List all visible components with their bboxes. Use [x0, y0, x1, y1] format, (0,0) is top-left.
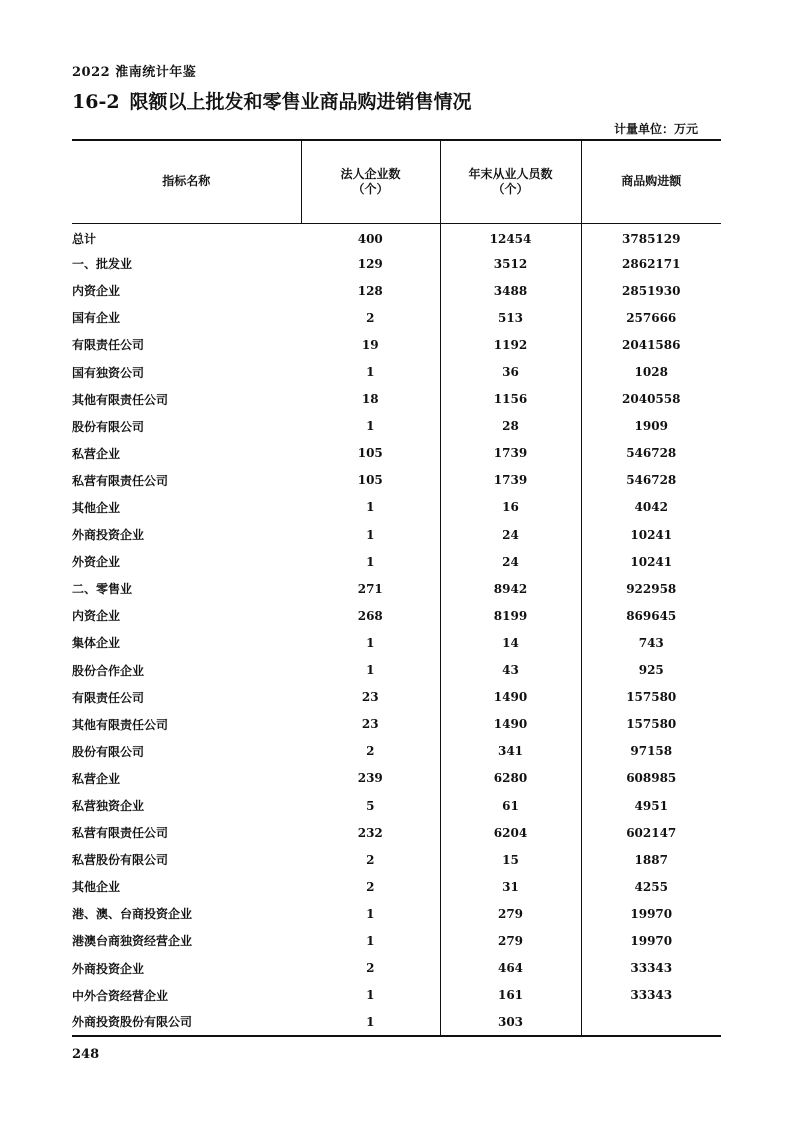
purchases-cell: 1887 — [581, 846, 721, 873]
purchases-cell: 2851930 — [581, 277, 721, 304]
table-row — [72, 386, 721, 413]
row-label: 国有独资公司 — [72, 365, 145, 380]
purchases-cell: 4255 — [581, 873, 721, 900]
enterprises-cell: 23 — [361, 717, 379, 732]
row-label: 私营企业 — [72, 446, 121, 461]
table-row — [72, 1009, 721, 1036]
table-row — [72, 602, 721, 629]
row-label: 股份合作企业 — [72, 663, 145, 678]
table-row — [72, 846, 721, 873]
employees-cell: 14 — [440, 629, 581, 656]
employees-cell: 1739 — [440, 467, 581, 494]
employees-cell: 24 — [440, 521, 581, 548]
employees-cell: 36 — [440, 358, 581, 385]
table-row — [72, 250, 721, 277]
enterprises-cell: 1 — [366, 419, 375, 434]
row-label: 港、澳、台商投资企业 — [72, 907, 193, 922]
enterprises-cell: 105 — [357, 446, 383, 461]
purchases-cell: 4951 — [581, 792, 721, 819]
purchases-cell: 2040558 — [581, 386, 721, 413]
enterprises-cell: 268 — [357, 608, 383, 623]
row-label: 内资企业 — [72, 609, 121, 624]
employees-cell: 24 — [440, 548, 581, 575]
enterprises-cell: 2 — [366, 744, 375, 759]
enterprises-cell: 1 — [366, 635, 375, 650]
row-label: 股份有限公司 — [72, 744, 145, 759]
table-row — [72, 331, 721, 358]
row-label: 其他有限责任公司 — [72, 392, 169, 407]
table-row — [72, 548, 721, 575]
employees-cell: 303 — [440, 1009, 581, 1036]
employees-cell: 6280 — [440, 765, 581, 792]
row-label: 二、零售业 — [72, 582, 133, 597]
row-label: 国有企业 — [72, 311, 121, 326]
enterprises-cell: 1 — [366, 663, 375, 678]
row-label: 私营股份有限公司 — [72, 853, 169, 868]
enterprises-cell: 1 — [366, 554, 375, 569]
purchases-cell: 1028 — [581, 358, 721, 385]
row-label: 总计 — [72, 232, 97, 247]
employees-cell: 28 — [440, 413, 581, 440]
enterprises-cell: 1 — [366, 365, 375, 380]
employees-cell: 1490 — [440, 711, 581, 738]
purchases-cell: 2041586 — [581, 331, 721, 358]
employees-cell: 31 — [440, 873, 581, 900]
employees-cell: 341 — [440, 738, 581, 765]
purchases-cell: 19970 — [581, 927, 721, 954]
purchases-cell: 743 — [581, 629, 721, 656]
employees-cell: 1192 — [440, 331, 581, 358]
enterprises-cell: 1 — [366, 906, 375, 921]
enterprises-cell: 400 — [357, 231, 383, 246]
row-label: 私营有限责任公司 — [72, 826, 169, 841]
purchases-cell: 925 — [581, 657, 721, 684]
table-row — [72, 738, 721, 765]
purchases-cell: 602147 — [581, 819, 721, 846]
enterprises-cell: 128 — [357, 283, 383, 298]
purchases-cell: 1909 — [581, 413, 721, 440]
header-employees — [440, 140, 581, 223]
employees-cell: 1739 — [440, 440, 581, 467]
row-label: 外资企业 — [72, 555, 121, 570]
row-label: 私营独资企业 — [72, 799, 145, 814]
table-row — [72, 711, 721, 738]
enterprises-cell: 1 — [366, 933, 375, 948]
unit-note: 计量单位：万元 — [613, 122, 698, 136]
purchases-cell: 3785129 — [581, 223, 721, 250]
purchases-cell: 546728 — [581, 467, 721, 494]
enterprises-cell: 19 — [361, 337, 379, 352]
header-enterprises-label: 法人企业数 — [340, 166, 401, 181]
enterprises-cell: 232 — [357, 825, 383, 840]
purchases-cell: 19970 — [581, 900, 721, 927]
enterprises-cell: 2 — [366, 961, 375, 976]
header-purchases: 商品购进额 — [581, 140, 721, 223]
row-label: 股份有限公司 — [72, 419, 145, 434]
employees-cell: 464 — [440, 955, 581, 982]
purchases-cell — [581, 1009, 721, 1036]
employees-cell: 15 — [440, 846, 581, 873]
enterprises-cell: 129 — [357, 256, 383, 271]
row-label: 有限责任公司 — [72, 690, 145, 705]
table-row — [72, 358, 721, 385]
employees-cell: 1490 — [440, 684, 581, 711]
employees-cell: 161 — [440, 982, 581, 1009]
employees-cell: 3512 — [440, 250, 581, 277]
row-label: 中外合资经营企业 — [72, 988, 169, 1003]
table-row — [72, 467, 721, 494]
purchases-cell: 10241 — [581, 548, 721, 575]
table-row — [72, 819, 721, 846]
header-indicator: 指标名称 — [72, 140, 301, 223]
header-enterprises-unit: （个） — [352, 181, 389, 196]
table-row — [72, 765, 721, 792]
employees-cell: 6204 — [440, 819, 581, 846]
employees-cell: 16 — [440, 494, 581, 521]
enterprises-cell: 105 — [357, 473, 383, 488]
table-row — [72, 575, 721, 602]
employees-cell: 12454 — [440, 223, 581, 250]
table-row — [72, 494, 721, 521]
page-number: 248 — [72, 1047, 100, 1062]
header-employees-unit: （个） — [492, 181, 529, 196]
row-label: 其他有限责任公司 — [72, 717, 169, 732]
row-label: 外商投资股份有限公司 — [72, 1009, 301, 1036]
purchases-cell: 97158 — [581, 738, 721, 765]
row-label: 其他企业 — [72, 880, 121, 895]
table-row — [72, 792, 721, 819]
purchases-cell: 922958 — [581, 575, 721, 602]
running-head: 2022 淮南统计年鉴 — [72, 65, 197, 80]
enterprises-cell: 18 — [361, 392, 379, 407]
table-row — [72, 277, 721, 304]
table-row — [72, 873, 721, 900]
employees-cell: 513 — [440, 304, 581, 331]
employees-cell: 3488 — [440, 277, 581, 304]
employees-cell: 279 — [440, 927, 581, 954]
table-number: 16-2 — [72, 91, 120, 113]
purchases-cell: 33343 — [581, 955, 721, 982]
row-label: 外商投资企业 — [72, 528, 145, 543]
enterprises-cell: 1 — [366, 988, 375, 1003]
row-label: 有限责任公司 — [72, 338, 145, 353]
purchases-cell: 157580 — [581, 684, 721, 711]
table-row — [72, 440, 721, 467]
row-label: 外商投资企业 — [72, 961, 145, 976]
row-label: 私营有限责任公司 — [72, 473, 169, 488]
enterprises-cell: 1 — [301, 1009, 440, 1036]
row-label: 一、批发业 — [72, 257, 133, 272]
employees-cell: 8199 — [440, 602, 581, 629]
table-row — [72, 413, 721, 440]
row-label: 私营企业 — [72, 771, 121, 786]
table-row — [72, 684, 721, 711]
enterprises-cell: 23 — [361, 690, 379, 705]
employees-cell: 279 — [440, 900, 581, 927]
purchases-cell: 33343 — [581, 982, 721, 1009]
employees-cell: 8942 — [440, 575, 581, 602]
enterprises-cell: 2 — [366, 310, 375, 325]
header-enterprises — [301, 140, 440, 223]
row-label: 港澳台商独资经营企业 — [72, 934, 193, 949]
enterprises-cell: 5 — [366, 798, 375, 813]
enterprises-cell: 271 — [357, 581, 383, 596]
row-label: 集体企业 — [72, 636, 121, 651]
table-row — [72, 955, 721, 982]
table-row — [72, 900, 721, 927]
table-title-text: 限额以上批发和零售业商品购进销售情况 — [129, 91, 472, 113]
purchases-cell: 4042 — [581, 494, 721, 521]
employees-cell: 43 — [440, 657, 581, 684]
enterprises-cell: 1 — [366, 527, 375, 542]
header-employees-label: 年末从业人员数 — [468, 166, 553, 181]
enterprises-cell: 239 — [357, 771, 383, 786]
enterprises-cell: 1 — [366, 500, 375, 515]
purchases-cell: 257666 — [581, 304, 721, 331]
employees-cell: 61 — [440, 792, 581, 819]
table-row — [72, 629, 721, 656]
enterprises-cell: 2 — [366, 852, 375, 867]
table-row — [72, 982, 721, 1009]
purchases-cell: 157580 — [581, 711, 721, 738]
row-label: 其他企业 — [72, 500, 121, 515]
purchases-cell: 869645 — [581, 602, 721, 629]
table-row — [72, 521, 721, 548]
purchases-cell: 608985 — [581, 765, 721, 792]
table-row — [72, 927, 721, 954]
statistics-table — [72, 139, 721, 1037]
purchases-cell: 546728 — [581, 440, 721, 467]
table-title — [72, 87, 472, 114]
table-row — [72, 304, 721, 331]
header-row — [72, 140, 721, 223]
table-row — [72, 223, 721, 250]
employees-cell: 1156 — [440, 386, 581, 413]
purchases-cell: 10241 — [581, 521, 721, 548]
table-row — [72, 657, 721, 684]
row-label: 内资企业 — [72, 284, 121, 299]
purchases-cell: 2862171 — [581, 250, 721, 277]
enterprises-cell: 2 — [366, 879, 375, 894]
